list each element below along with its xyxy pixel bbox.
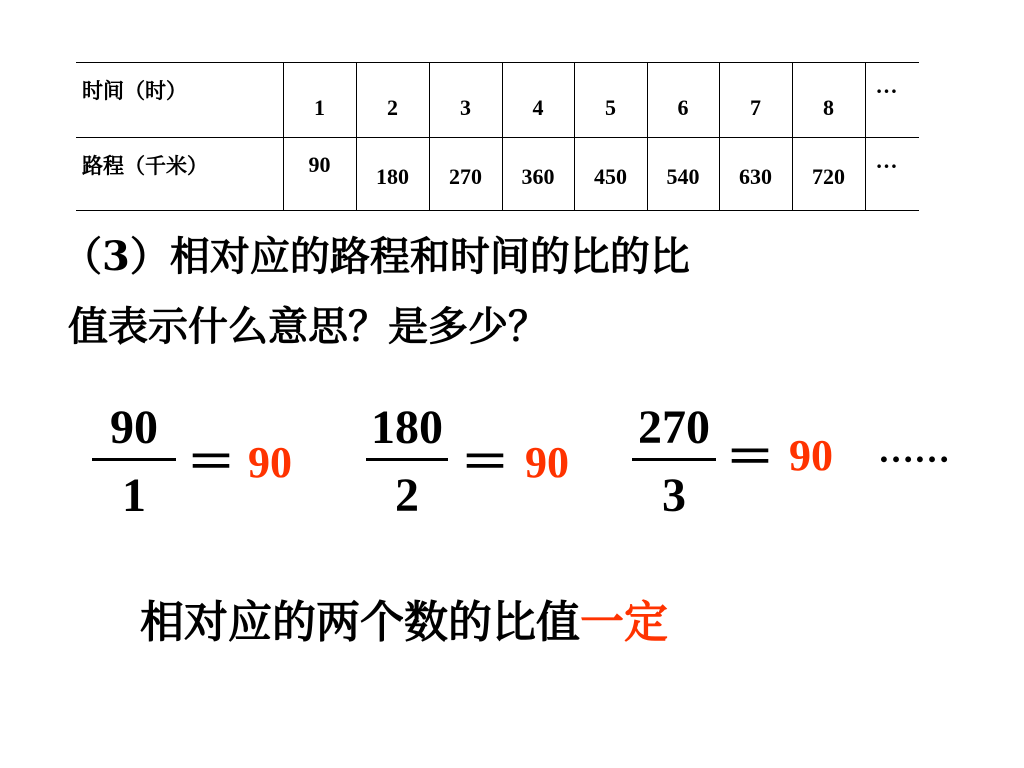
distance-continuation: …	[865, 138, 919, 211]
time-distance-table	[76, 62, 919, 211]
fraction-denominator: 3	[662, 469, 686, 522]
distance-cell: 180	[356, 138, 429, 211]
time-cell: 7	[719, 63, 792, 138]
distance-cell: 450	[574, 138, 647, 211]
fraction-bar	[366, 458, 448, 461]
equals-sign: ＝	[725, 429, 775, 485]
time-cell: 1	[283, 63, 356, 138]
distance-cell: 90	[283, 138, 356, 211]
fraction-result: 90	[525, 438, 569, 487]
distance-row	[76, 138, 919, 211]
fraction-denominator: 2	[395, 469, 419, 522]
fraction-bar	[632, 458, 716, 461]
conclusion-highlight: 一定	[580, 597, 668, 648]
time-header: 时间（时）	[76, 63, 283, 138]
time-continuation: …	[865, 63, 919, 138]
distance-cell: 720	[792, 138, 865, 211]
fraction-numerator: 180	[371, 401, 443, 454]
fraction-ellipsis: ……	[878, 430, 950, 470]
conclusion-main: 相对应的两个数的比值	[140, 597, 580, 648]
distance-cell: 270	[429, 138, 502, 211]
distance-cell: 540	[647, 138, 719, 211]
time-cell: 5	[574, 63, 647, 138]
fraction-1	[92, 400, 176, 520]
distance-cell: 360	[502, 138, 574, 211]
conclusion-text	[140, 597, 668, 648]
time-cell: 6	[647, 63, 719, 138]
equals-sign: ＝	[460, 434, 510, 490]
question-line-1: （3）相对应的路程和时间的比的比	[62, 233, 690, 280]
fraction-denominator: 1	[122, 469, 146, 522]
fraction-2	[366, 400, 448, 520]
equals-sign: ＝	[186, 434, 236, 490]
fraction-result: 90	[789, 431, 833, 480]
time-cell: 2	[356, 63, 429, 138]
fraction-numerator: 90	[110, 401, 158, 454]
fraction-bar	[92, 458, 176, 461]
question-line-2: 值表示什么意思？是多少？	[68, 303, 548, 350]
time-row	[76, 63, 919, 138]
time-cell: 4	[502, 63, 574, 138]
fraction-result: 90	[248, 438, 292, 487]
fraction-3	[632, 400, 716, 520]
distance-header: 路程（千米）	[76, 138, 283, 211]
time-cell: 3	[429, 63, 502, 138]
time-cell: 8	[792, 63, 865, 138]
fraction-numerator: 270	[638, 401, 710, 454]
distance-cell: 630	[719, 138, 792, 211]
